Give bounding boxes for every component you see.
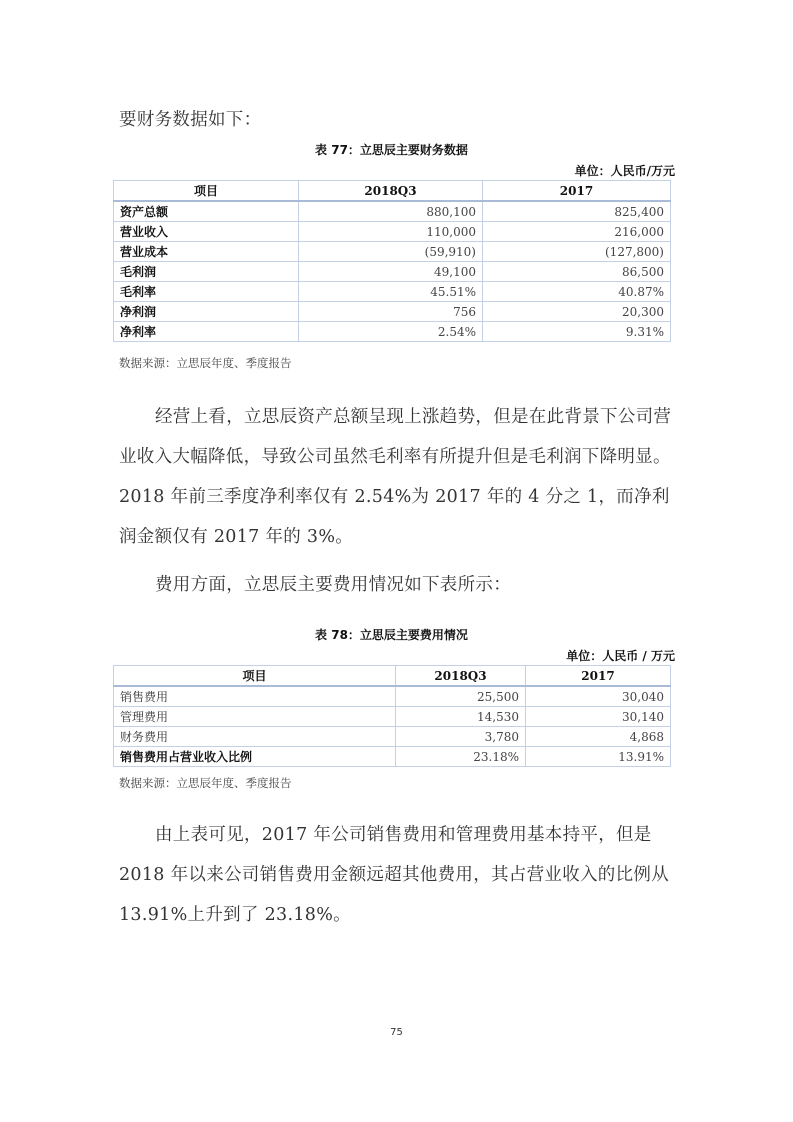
cell-2017: 20,300 xyxy=(483,302,671,322)
header-2017: 2017 xyxy=(483,181,671,202)
cell-2017: 9.31% xyxy=(483,322,671,342)
intro-line: 要财务数据如下： xyxy=(119,110,262,130)
table-row xyxy=(114,201,671,222)
row-label: 毛利润 xyxy=(114,262,299,282)
cell-2018q3: 23.18% xyxy=(396,747,526,767)
table-row xyxy=(114,302,671,322)
cell-2017: 86,500 xyxy=(483,262,671,282)
row-label: 销售费用 xyxy=(114,686,396,707)
cell-2018q3: 3,780 xyxy=(396,727,526,747)
cell-2017: 13.91% xyxy=(526,747,671,767)
row-label: 毛利率 xyxy=(114,282,299,302)
cell-2018q3: 880,100 xyxy=(299,201,483,222)
page-number: 75 xyxy=(390,1027,403,1038)
cell-2017: 825,400 xyxy=(483,201,671,222)
cell-2017: 216,000 xyxy=(483,222,671,242)
header-2018q3: 2018Q3 xyxy=(396,666,526,687)
cell-2017: 40.87% xyxy=(483,282,671,302)
cell-2018q3: 25,500 xyxy=(396,686,526,707)
cell-2017: 30,040 xyxy=(526,686,671,707)
cell-2018q3: 49,100 xyxy=(299,262,483,282)
row-label: 营业成本 xyxy=(114,242,299,262)
row-label: 资产总额 xyxy=(114,201,299,222)
table-row xyxy=(114,222,671,242)
header-2018q3: 2018Q3 xyxy=(299,181,483,202)
header-item: 项目 xyxy=(114,666,396,687)
paragraph-expenses-intro: 费用方面，立思辰主要费用情况如下表所示： xyxy=(155,575,511,595)
table78-caption: 表 78：立思辰主要费用情况 xyxy=(315,628,468,642)
row-label: 财务费用 xyxy=(114,727,396,747)
cell-2018q3: 45.51% xyxy=(299,282,483,302)
row-label: 销售费用占营业收入比例 xyxy=(114,747,396,767)
cell-2017: (127,800) xyxy=(483,242,671,262)
row-label: 营业收入 xyxy=(114,222,299,242)
cell-2018q3: 2.54% xyxy=(299,322,483,342)
header-2017: 2017 xyxy=(526,666,671,687)
table78-source: 数据来源：立思辰年度、季度报告 xyxy=(119,776,292,790)
table78-unit: 单位：人民币 / 万元 xyxy=(566,649,675,663)
table-row xyxy=(114,747,671,767)
table77-caption: 表 77：立思辰主要财务数据 xyxy=(315,143,468,157)
cell-2018q3: 110,000 xyxy=(299,222,483,242)
cell-2017: 30,140 xyxy=(526,707,671,727)
table77-unit: 单位：人民币/万元 xyxy=(574,164,675,178)
header-item: 项目 xyxy=(114,181,299,202)
table-row xyxy=(114,282,671,302)
table77-source: 数据来源：立思辰年度、季度报告 xyxy=(119,356,292,370)
table-row xyxy=(114,262,671,282)
table-row xyxy=(114,686,671,707)
cell-2017: 4,868 xyxy=(526,727,671,747)
cell-2018q3: (59,910) xyxy=(299,242,483,262)
table-header-row xyxy=(114,666,671,687)
expense-table xyxy=(113,665,671,767)
cell-2018q3: 756 xyxy=(299,302,483,322)
row-label: 管理费用 xyxy=(114,707,396,727)
financial-data-table xyxy=(113,180,671,342)
row-label: 净利率 xyxy=(114,322,299,342)
table-row xyxy=(114,322,671,342)
row-label: 净利润 xyxy=(114,302,299,322)
paragraph-operations: 经营上看，立思辰资产总额呈现上涨趋势，但是在此背景下公司营业收入大幅降低，导致公司虽然毛利率有所提升但是毛利润下降明显。2018 年前三季度净利率仅有 2.54%为 2017 年的 4 分之 1，而净利润金额仅有 2017 年的 3%。 xyxy=(119,407,672,547)
table-row xyxy=(114,242,671,262)
cell-2018q3: 14,530 xyxy=(396,707,526,727)
table-header-row xyxy=(114,181,671,202)
table-row xyxy=(114,727,671,747)
table-row xyxy=(114,707,671,727)
paragraph-conclusion: 由上表可见，2017 年公司销售费用和管理费用基本持平，但是 2018 年以来公司销售费用金额远超其他费用，其占营业收入的比例从 13.91%上升到了 23.18%。 xyxy=(119,825,669,925)
